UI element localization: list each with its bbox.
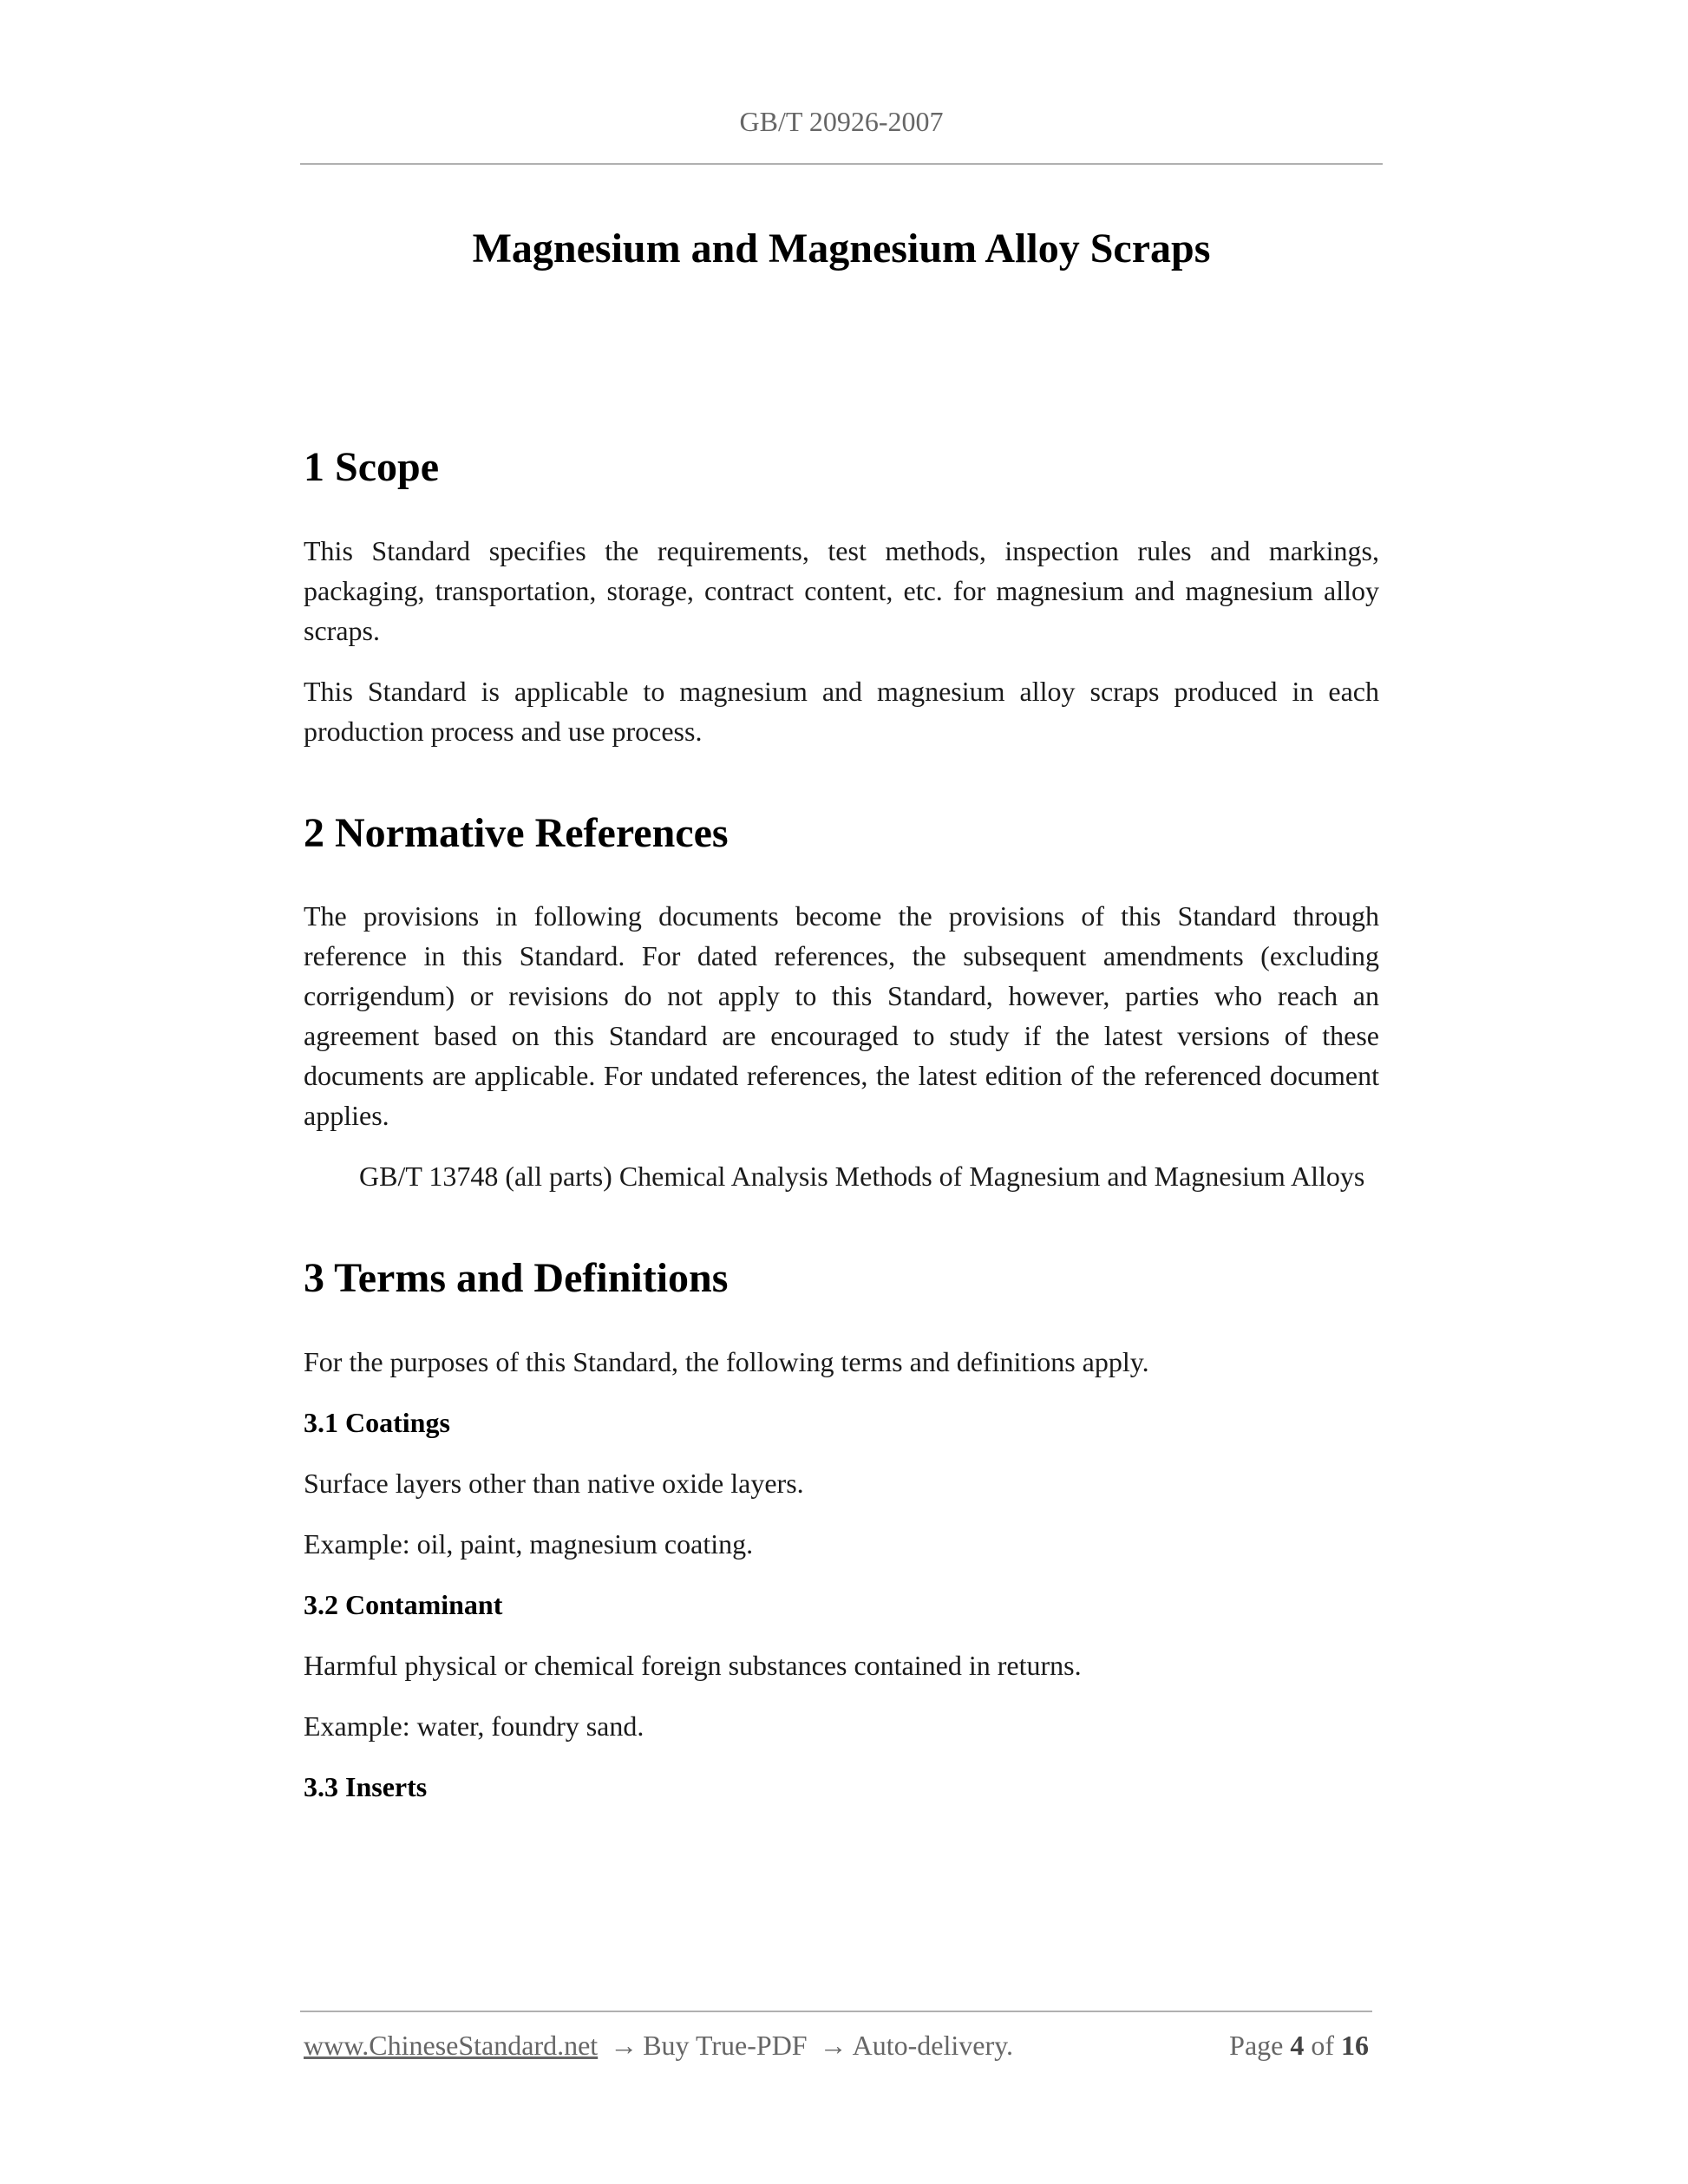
normative-paragraph: The provisions in following documents become the provisions of this Standard through reference in this Standard. For dated references, the subsequent amendments (excluding corrigendum) or revisions do not apply to this Standard, however, parties who reach an agreement based on this Standard are encouraged to study if the latest versions of these documents are applicable. For undated references, the latest edition of the referenced document applies.: [304, 900, 1379, 1132]
header-divider: [300, 163, 1383, 165]
term-example-contaminant: Example: water, foundry sand.: [304, 1710, 644, 1742]
document-body: [304, 442, 1379, 1807]
term-heading-contaminant: 3.2 Contaminant: [304, 1588, 503, 1620]
page-number: [1229, 2030, 1369, 2062]
term-heading-inserts: 3.3 Inserts: [304, 1770, 428, 1802]
footer-divider: [300, 2011, 1372, 2012]
website-link[interactable]: www.ChineseStandard.net: [304, 2030, 599, 2061]
arrow-right-icon: →: [819, 2030, 847, 2061]
section-heading-terms: 3 Terms and Definitions: [304, 1255, 729, 1302]
current-page: 4: [1290, 2030, 1305, 2061]
page-footer: [304, 2030, 1369, 2062]
term-heading-coatings: 3.1 Coatings: [304, 1406, 450, 1438]
term-example-coatings: Example: oil, paint, magnesium coating.: [304, 1527, 754, 1560]
auto-delivery-text: Auto-delivery.: [852, 2030, 1014, 2061]
document-title: Magnesium and Magnesium Alloy Scraps: [472, 226, 1211, 271]
page-label: Page: [1229, 2030, 1284, 2061]
reference-item: GB/T 13748 (all parts) Chemical Analysis Methods of Magnesium and Magnesium Alloys: [359, 1161, 1365, 1193]
buy-true-pdf-text: Buy True-PDF: [643, 2030, 808, 2061]
scope-paragraph-1: This Standard specifies the requirements, test methods, inspection rules and markings, packaging, transportation, storage, contract content, etc. for magnesium and magnesium alloy scraps.: [304, 534, 1379, 646]
footer-left: [304, 2030, 1013, 2062]
of-label: of: [1311, 2030, 1334, 2061]
scope-paragraph-2: This Standard is applicable to magnesium and magnesium alloy scraps produced in each production process and use process.: [304, 675, 1379, 747]
term-definition-contaminant: Harmful physical or chemical foreign substances contained in returns.: [304, 1649, 1082, 1681]
term-definition-coatings: Surface layers other than native oxide layers.: [304, 1467, 804, 1499]
total-pages: 16: [1341, 2030, 1369, 2061]
section-heading-normative-references: 2 Normative References: [304, 809, 729, 856]
arrow-right-icon: →: [610, 2030, 638, 2061]
section-heading-scope: 1 Scope: [304, 444, 439, 490]
terms-intro: For the purposes of this Standard, the following terms and definitions apply.: [304, 1345, 1149, 1377]
page-header: GB/T 20926-2007: [739, 106, 944, 137]
